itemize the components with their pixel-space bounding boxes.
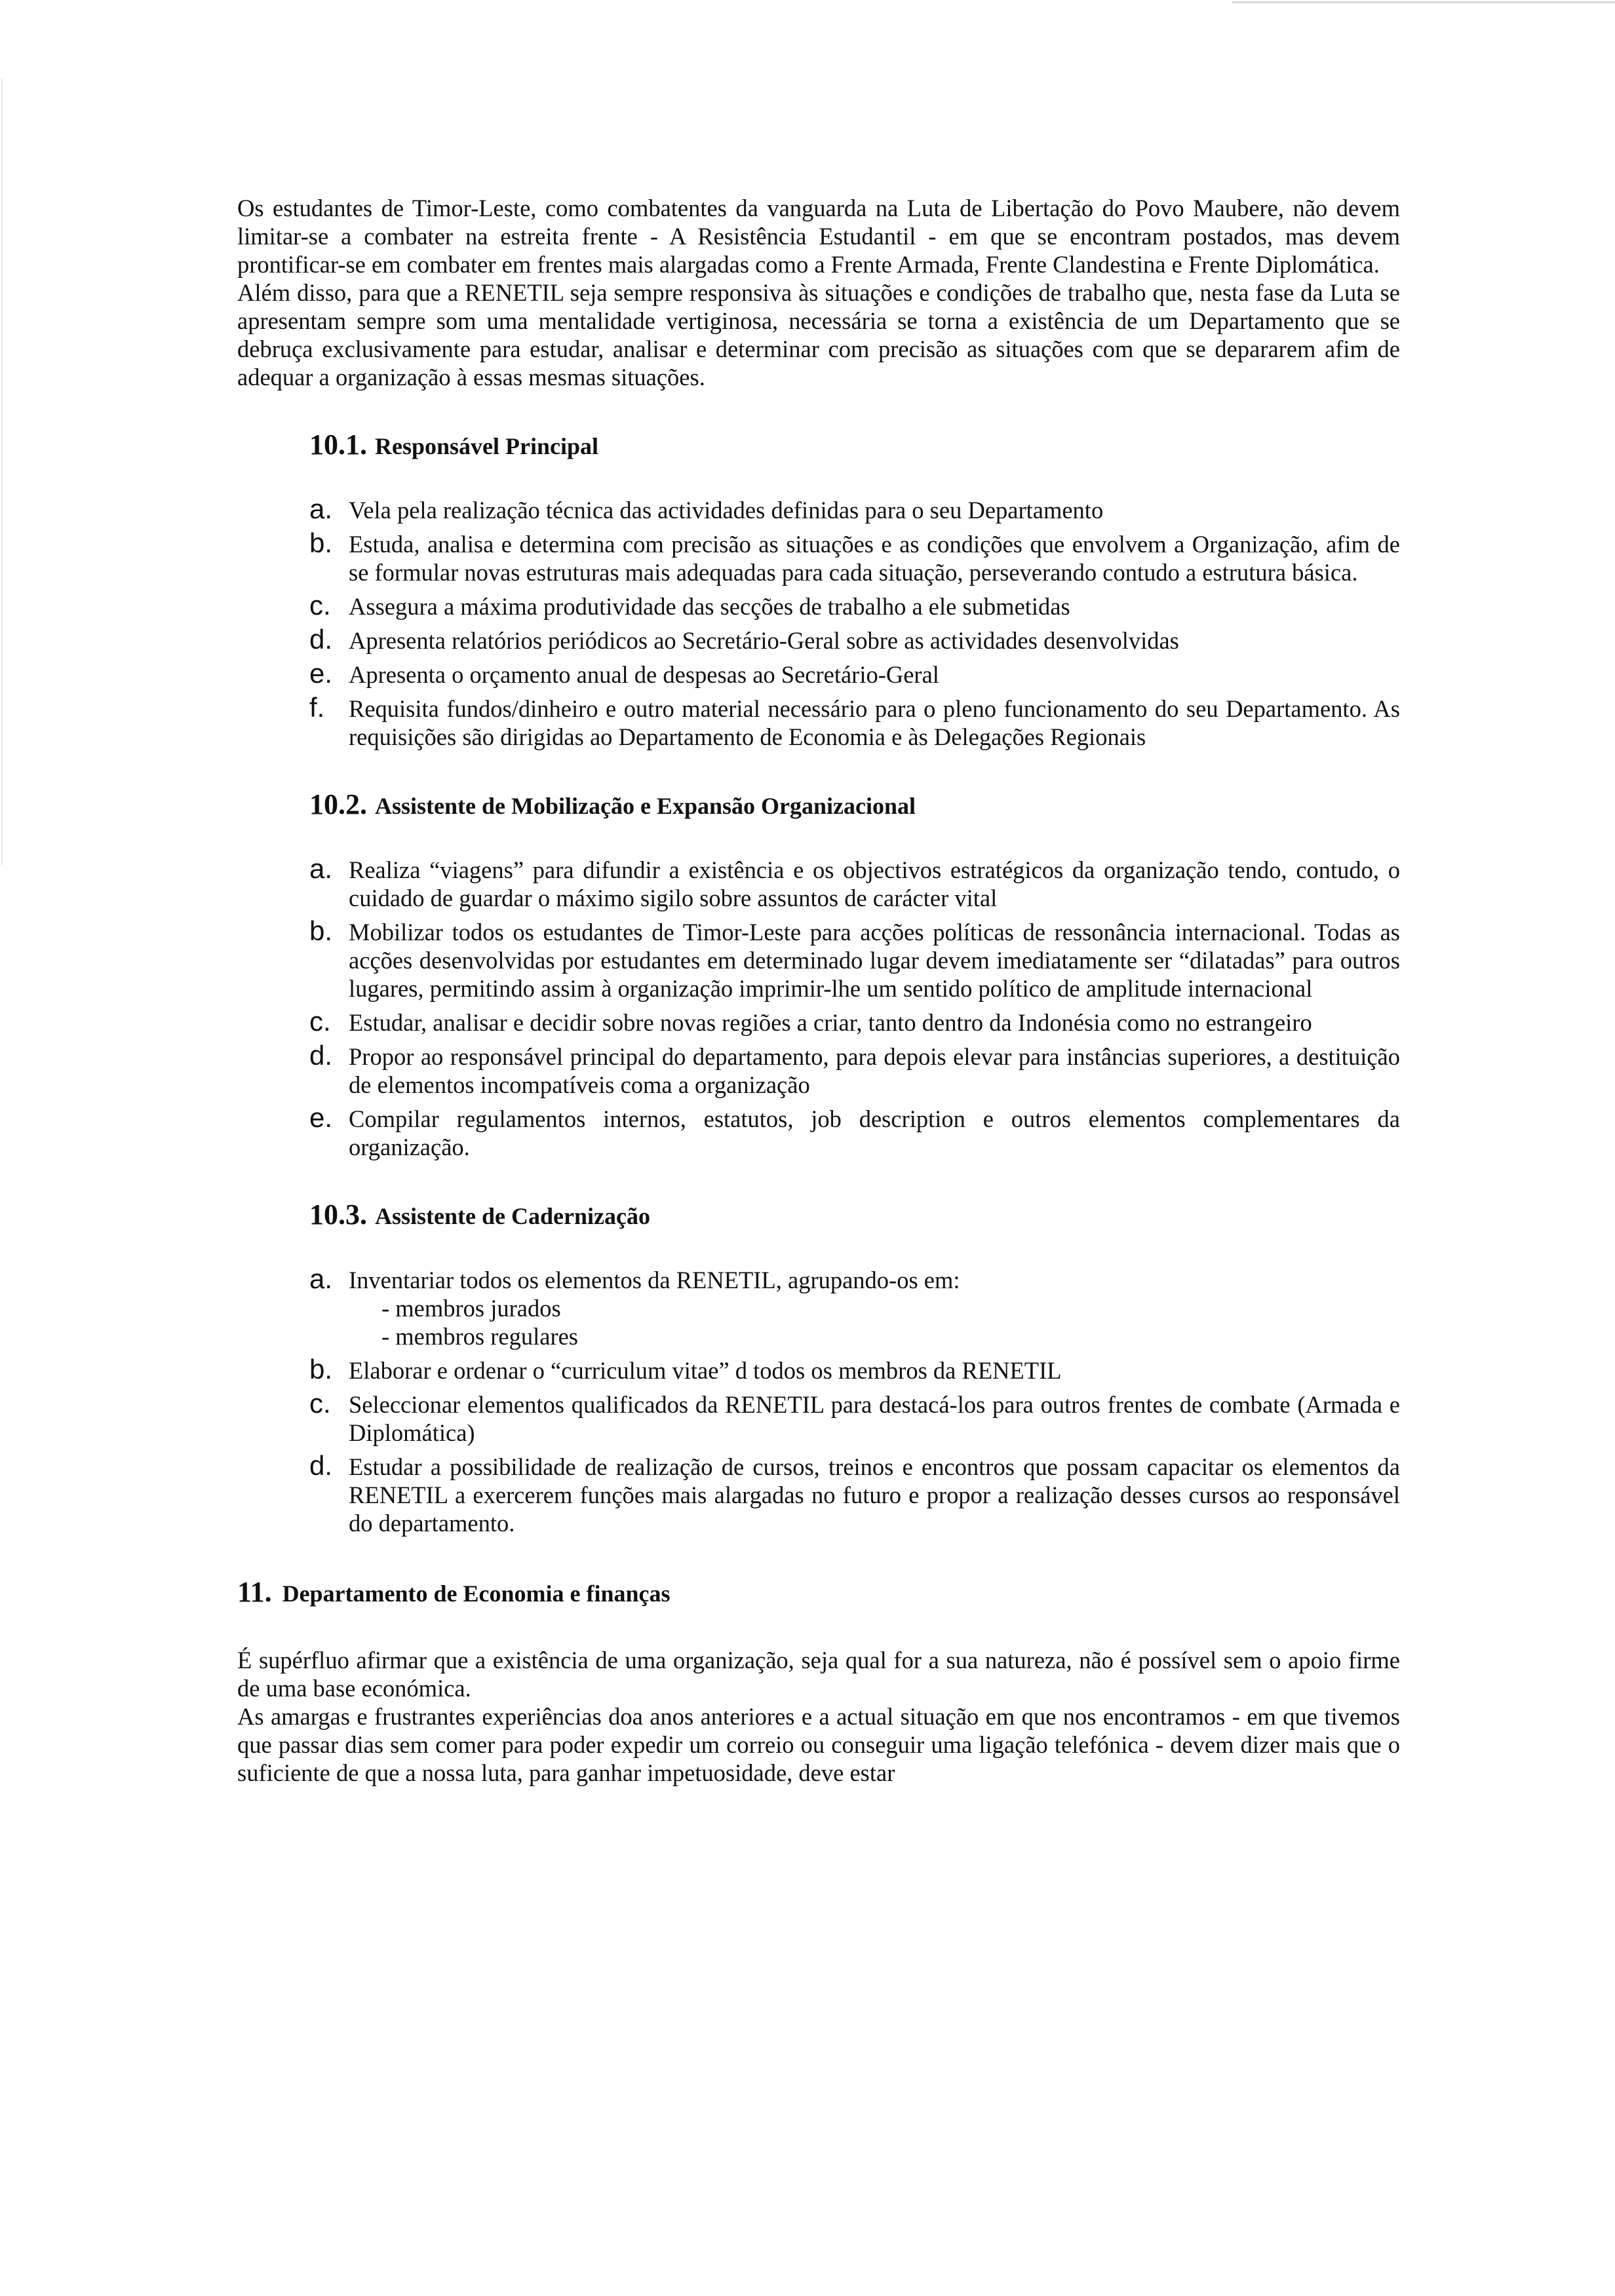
list-item-text: Seleccionar elementos qualificados da RENETIL para destacá-los para outros frentes de combate (Armada e Diplomática) (349, 1391, 1400, 1446)
intro-paragraph-1: Os estudantes de Timor-Leste, como combatentes da vanguarda na Luta de Libertação do Povo Maubere, não devem limitar-se a combater na estreita frente - A Resistência Estudantil - em que se encontram postados, mas devem prontificar-se em combater em frentes mais alargadas como a Frente Armada, Frente Clandestina e Frente Diplomática. (237, 195, 1400, 278)
list-item (309, 626, 1400, 655)
list-marker: b. (309, 915, 333, 946)
list-marker: b. (309, 527, 333, 558)
section-number: 11. (237, 1576, 272, 1608)
list-item-text: Estudar, analisar e decidir sobre novas regiões a criar, tanto dentro da Indonésia como no estrangeiro (349, 1009, 1312, 1036)
list-item (309, 853, 1400, 912)
scan-edge-mark-left (1, 79, 3, 865)
list-item (309, 1450, 1400, 1537)
list-item (309, 493, 1400, 524)
list-item (309, 1102, 1400, 1161)
list-marker: c. (309, 590, 331, 621)
list-marker: b. (309, 1354, 333, 1385)
list-item (309, 1356, 1400, 1385)
list-item (309, 660, 1400, 689)
list-item-text: Compilar regulamentos internos, estatutos, job description e outros elementos complementares da organização. (349, 1105, 1400, 1160)
list-item (309, 1390, 1400, 1447)
section-number: 10.1. (309, 429, 367, 461)
list-marker: a. (309, 853, 333, 884)
list-marker: e. (309, 1102, 333, 1133)
section-11-paragraph-2: As amargas e frustrantes experiências doa anos anteriores e a actual situação em que nos encontramos - em que tivemos que passar dias sem comer para poder expedir um correio ou conseguir uma ligação telefónica - devem dizer mais que o suficiente de que a nossa luta, para ganhar impetuosidade, deve estar (237, 1703, 1400, 1786)
section-heading-10-2 (309, 790, 1400, 820)
list-item-text: Estudar a possibilidade de realização de cursos, treinos e encontros que possam capacitar os elementos da RENETIL a exercerem funções mais alargadas no futuro e propor a realização desses cursos ao responsável do departamento. (349, 1453, 1400, 1537)
section-10-3-list (309, 1263, 1400, 1537)
section-title: Responsável Principal (375, 433, 599, 459)
section-title: Departamento de Economia e finanças (282, 1580, 671, 1607)
section-number: 10.2. (309, 788, 367, 820)
section-title: Assistente de Mobilização e Expansão Organizacional (375, 793, 916, 819)
list-item (309, 1263, 1400, 1350)
section-10-1-list (309, 493, 1400, 751)
list-item (309, 1008, 1400, 1037)
list-item-text: Realiza “viagens” para difundir a existência e os objectivos estratégicos da organização tendo, contudo, o cuidado de guardar o máximo sigilo sobre assuntos de carácter vital (349, 856, 1400, 911)
document-page (237, 194, 1400, 1787)
section-10-2-list (309, 853, 1400, 1161)
section-heading-11 (237, 1578, 1400, 1608)
list-item (309, 915, 1400, 1003)
section-11-paragraph-1: É supérfluo afirmar que a existência de uma organização, seja qual for a sua natureza, não é possível sem o apoio firme de uma base económica. (237, 1647, 1400, 1702)
list-item (309, 527, 1400, 586)
scan-edge-mark (1232, 1, 1615, 3)
list-marker: a. (309, 1263, 333, 1294)
sub-item: - membros jurados (381, 1295, 561, 1322)
list-marker: a. (309, 493, 333, 524)
list-item-text: Requisita fundos/dinheiro e outro material necessário para o pleno funcionamento do seu Departamento. As requisições são dirigidas ao Departamento de Economia e às Delegações Regionais (349, 695, 1400, 750)
list-item-text: Apresenta relatórios periódicos ao Secretário-Geral sobre as actividades desenvolvidas (349, 627, 1179, 654)
list-item-text: Apresenta o orçamento anual de despesas ao Secretário-Geral (349, 661, 939, 688)
list-item-text: Propor ao responsável principal do departamento, para depois elevar para instâncias superiores, a destituição de elementos incompatíveis coma a organização (349, 1043, 1400, 1098)
list-item-text: Inventariar todos os elementos da RENETIL, agrupando-os em: (349, 1267, 960, 1293)
section-number: 10.3. (309, 1198, 367, 1231)
list-marker: c. (309, 1006, 331, 1037)
section-title: Assistente de Cadernização (375, 1203, 650, 1229)
list-item-text: Estuda, analisa e determina com precisão as situações e as condições que envolvem a Organização, afim de se formular novas estruturas mais adequadas para cada situação, perseverando contudo a estrutura básica. (349, 531, 1400, 586)
list-item (309, 692, 1400, 751)
list-item (309, 1040, 1400, 1099)
list-marker: c. (309, 1388, 331, 1419)
list-item-text: Vela pela realização técnica das actividades definidas para o seu Departamento (349, 497, 1104, 524)
intro-paragraph-2: Além disso, para que a RENETIL seja sempre responsiva às situações e condições de trabalho que, nesta fase da Luta se apresentam sempre som uma mentalidade vertiginosa, necessária se torna a existência de um Departamento que se debruça exclusivamente para estudar, analisar e determinar com precisão as situações com que se depararem afim de adequar a organização à essas mesmas situações. (237, 279, 1400, 391)
list-item-text: Assegura a máxima produtividade das secções de trabalho a ele submetidas (349, 593, 1070, 620)
list-marker: d. (309, 1040, 333, 1071)
list-marker: d. (309, 624, 333, 655)
list-marker: d. (309, 1450, 333, 1481)
list-item (309, 592, 1400, 621)
sub-item: - membros regulares (381, 1323, 579, 1350)
section-heading-10-3 (309, 1200, 1400, 1231)
list-item-text: Mobilizar todos os estudantes de Timor-Leste para acções políticas de ressonância internacional. Todas as acções desenvolvidas por estudantes em determinado lugar devem imediatamente ser “dilatadas” para outros lugares, permitindo assim à organização imprimir-lhe um sentido político de amplitude internacional (349, 919, 1400, 1002)
section-heading-10-1 (309, 430, 1400, 461)
list-item-text: Elaborar e ordenar o “curriculum vitae” d todos os membros da RENETIL (349, 1357, 1062, 1384)
list-marker: f. (309, 692, 325, 723)
list-marker: e. (309, 658, 333, 689)
